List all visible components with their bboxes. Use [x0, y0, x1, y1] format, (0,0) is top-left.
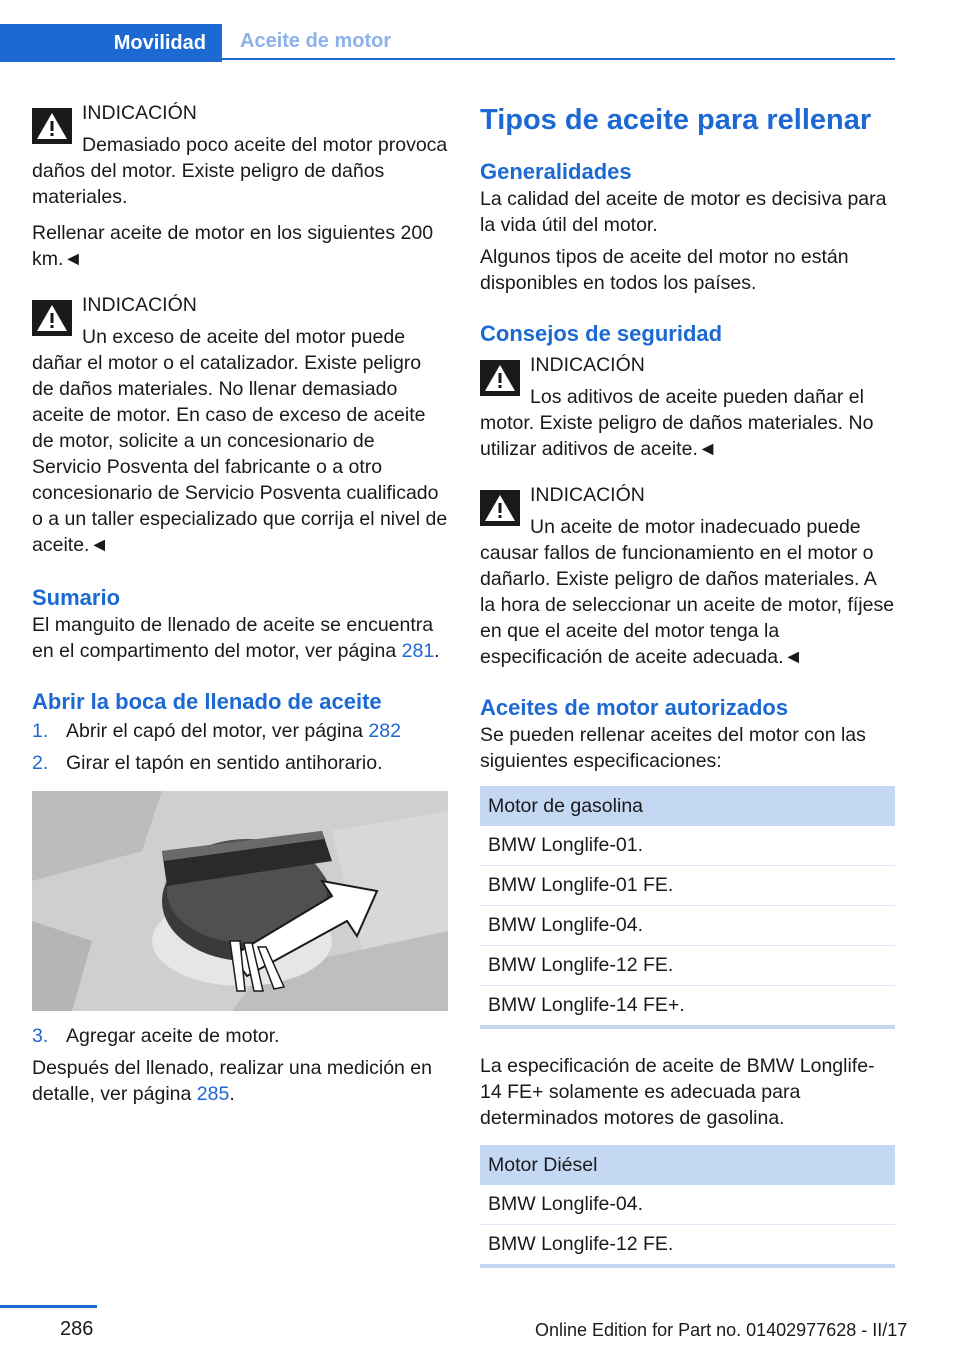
spec-note: La especificación de aceite de BMW Longlife-14 FE+ solamente es adecuada para determinados motores de gasolina. [480, 1055, 875, 1129]
list-item [32, 718, 448, 744]
oil-cap-illustration [32, 791, 448, 1011]
list-text: Girar el tapón en sentido antihorario. [66, 752, 383, 774]
warning-triangle-icon [32, 300, 72, 336]
page-link-282[interactable]: 282 [368, 720, 401, 742]
warning-block [480, 352, 895, 462]
table-header: Motor Diésel [480, 1145, 895, 1185]
table-row: BMW Longlife-01 FE. [480, 866, 895, 906]
table-row: BMW Longlife-12 FE. [488, 1233, 674, 1255]
tab-movilidad[interactable]: Movilidad [0, 24, 222, 62]
list-number: 2. [32, 752, 49, 774]
warning-block [32, 100, 448, 210]
warning-title: INDICACIÓN [82, 102, 197, 124]
list-number: 3. [32, 1025, 49, 1047]
warning-triangle-icon [480, 490, 520, 526]
list-item [32, 750, 448, 776]
gasoline-spec-table [480, 786, 895, 1029]
list-text [66, 718, 401, 744]
table-row: BMW Longlife-14 FE+. [488, 994, 685, 1016]
consejos-heading: Consejos de seguridad [480, 321, 723, 346]
edition-label: Online Edition for Part no. 01402977628 - II/17 [535, 1320, 908, 1340]
oil-cap-photo [32, 791, 448, 1011]
autorizados-text: Se pueden rellenar aceites del motor con las siguientes especificaciones: [480, 724, 866, 772]
after-fill-body: Después del llenado, realizar una medición en detalle, ver página [32, 1057, 432, 1105]
header-tabs [0, 24, 895, 62]
autorizados-heading: Aceites de motor autorizados [480, 695, 789, 720]
table-row: BMW Longlife-12 FE. [480, 946, 895, 986]
warning-triangle-icon [32, 108, 72, 144]
right-column [480, 102, 895, 1268]
warning-text: Demasiado poco aceite del motor provoca daños del motor. Existe peligro de daños materiales. [32, 134, 448, 208]
warning-text: Los aditivos de aceite pueden dañar el motor. Existe peligro de daños materiales. No utilizar aditivos de aceite.◄ [480, 386, 874, 460]
tab-aceite-de-motor[interactable]: Aceite de motor [222, 24, 895, 60]
main-heading: Tipos de aceite para rellenar [480, 104, 872, 136]
warning-block [480, 482, 895, 670]
table-row: BMW Longlife-04. [480, 1185, 895, 1225]
warning-title: INDICACIÓN [530, 484, 645, 506]
table-row: BMW Longlife-01. [480, 826, 895, 866]
page-number: 286 [60, 1318, 94, 1340]
sumario-text: El manguito de llenado de aceite se encuentra en el compartimento del motor, ver página 281. [32, 614, 440, 662]
sumario-body: El manguito de llenado de aceite se encuentra en el compartimento del motor, ver página [32, 614, 434, 662]
diesel-spec-table [480, 1145, 895, 1268]
page-link-285[interactable]: 285 [196, 1083, 230, 1105]
footer-rule [0, 1305, 97, 1308]
after-fill-text: Después del llenado, realizar una medición en detalle, ver página 285. [32, 1057, 432, 1105]
abrir-heading: Abrir la boca de llenado de aceite [32, 689, 382, 714]
warning-title: INDICACIÓN [82, 294, 197, 316]
step-text: Abrir el capó del motor, ver página [66, 720, 369, 742]
table-header: Motor de gasolina [480, 786, 895, 826]
table-row: BMW Longlife-04. [480, 906, 895, 946]
warning-text: Un exceso de aceite del motor puede dañar el motor o el catalizador. Existe peligro de daños materiales. No llenar demasiado aceite de motor. En caso de exceso de aceite de motor, solicite a un concesionario de Servicio Posventa del fabricante o a otro concesionario de Servicio Posventa cualificado o a un taller especializado que corrija el nivel de aceite.◄ [32, 326, 448, 556]
page-link-281[interactable]: 281 [401, 640, 435, 662]
warning-block [32, 292, 448, 558]
warning-triangle-icon [480, 360, 520, 396]
generalidades-heading: Generalidades [480, 159, 632, 184]
list-text: Agregar aceite de motor. [66, 1025, 280, 1047]
list-number: 1. [32, 720, 49, 742]
sumario-heading: Sumario [32, 585, 121, 610]
refill-text: Rellenar aceite de motor en los siguientes 200 km.◄ [32, 222, 434, 270]
generalidades-text-2: Algunos tipos de aceite del motor no están disponibles en todos los países. [480, 246, 849, 294]
warning-text: Un aceite de motor inadecuado puede causar fallos de funcionamiento en el motor o dañarlo. Existe peligro de daños materiales. A la hora de seleccionar un aceite de motor, fíjese en que el aceite del motor tenga la especificación de aceite adecuada.◄ [480, 516, 895, 668]
warning-title: INDICACIÓN [530, 354, 645, 376]
list-item [32, 1023, 448, 1049]
generalidades-text-1: La calidad del aceite de motor es decisiva para la vida útil del motor. [480, 188, 887, 236]
left-column [32, 100, 448, 1107]
